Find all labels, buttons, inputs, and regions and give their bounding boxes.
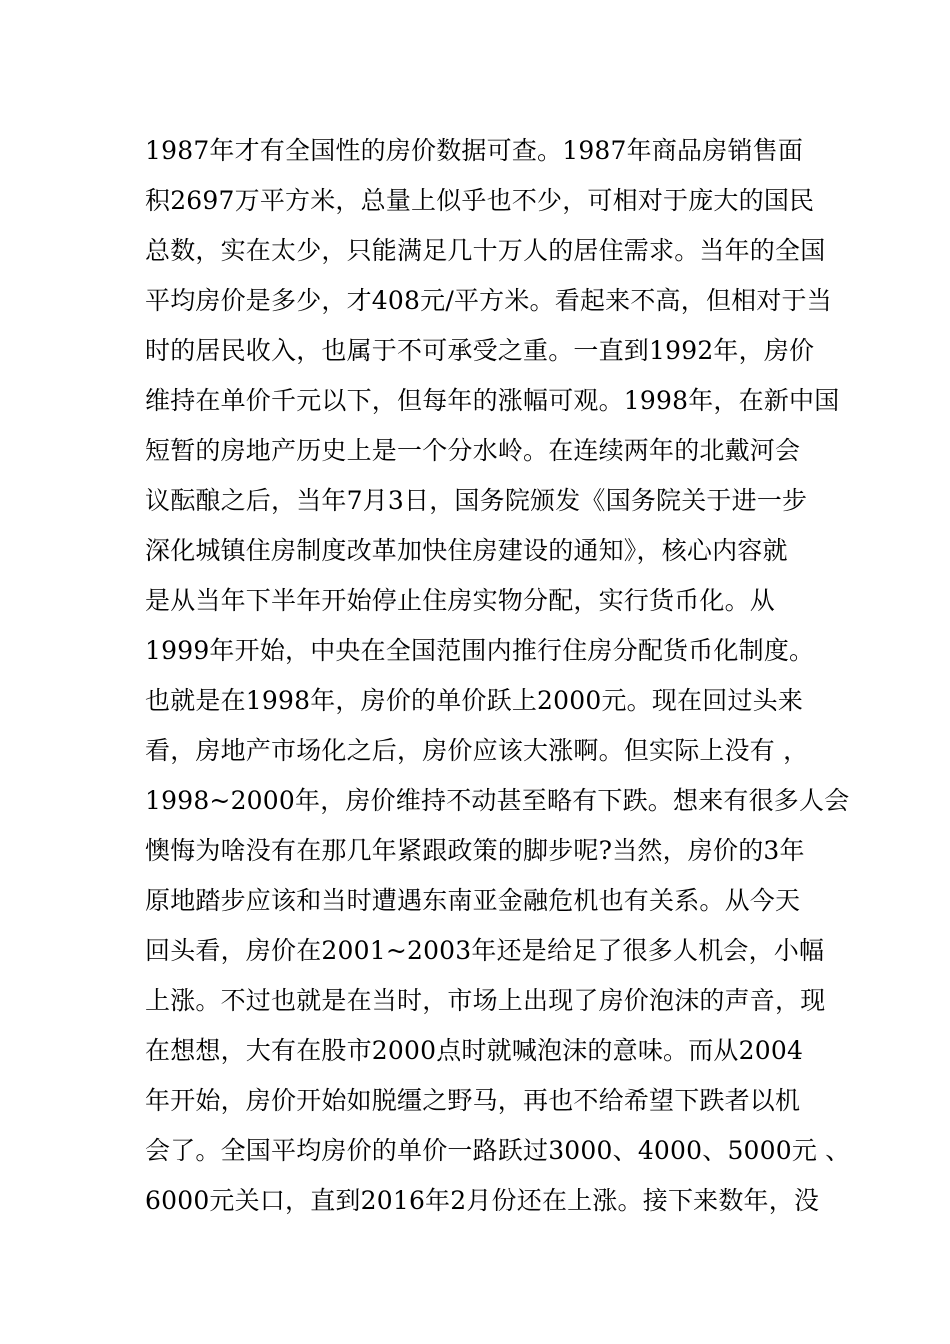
text-line: 议酝酿之后，当年7月3日，国务院颁发《国务院关于进一步	[145, 486, 808, 515]
text-line: 也就是在1998年，房价的单价跃上2000元。现在回过头来	[145, 686, 804, 715]
text-line: 1998~2000年，房价维持不动甚至略有下跌。想来有很多人会	[145, 786, 850, 815]
text-line: 总数，实在太少，只能满足几十万人的居住需求。当年的全国	[145, 236, 826, 265]
text-line: 回头看，房价在2001~2003年还是给足了很多人机会，小幅	[145, 936, 825, 965]
text-line: 平均房价是多少，才408元/平方米。看起来不高，但相对于当	[145, 286, 832, 315]
text-line: 1999年开始，中央在全国范围内推行住房分配货币化制度。	[145, 636, 815, 665]
text-line: 会了。全国平均房价的单价一路跃过3000、4000、5000元 、	[145, 1136, 851, 1165]
text-line: 原地踏步应该和当时遭遇东南亚金融危机也有关系。从今天	[145, 886, 801, 915]
text-line: 短暂的房地产历史上是一个分水岭。在连续两年的北戴河会	[145, 436, 801, 465]
text-line: 年开始，房价开始如脱缰之野马，再也不给希望下跌者以机	[145, 1086, 801, 1115]
text-line: 在想想，大有在股市2000点时就喊泡沫的意味。而从2004	[145, 1036, 804, 1065]
body-paragraph	[145, 126, 851, 1226]
text-line: 看，房地产市场化之后，房价应该大涨啊。但实际上没有 ，	[145, 736, 809, 765]
text-line: 是从当年下半年开始停止住房实物分配，实行货币化。从	[145, 586, 776, 615]
text-line: 懊悔为啥没有在那几年紧跟政策的脚步呢?当然，房价的3年	[145, 836, 805, 865]
text-line: 1987年才有全国性的房价数据可查。1987年商品房销售面	[145, 136, 804, 165]
text-line: 时的居民收入，也属于不可承受之重。一直到1992年，房价	[145, 336, 815, 365]
text-line: 上涨。不过也就是在当时，市场上出现了房价泡沫的声音，现	[145, 986, 826, 1015]
text-line: 深化城镇住房制度改革加快住房建设的通知》，核心内容就	[145, 536, 788, 565]
text-line: 维持在单价千元以下，但每年的涨幅可观。1998年，在新中国	[145, 386, 840, 415]
text-line: 6000元关口，直到2016年2月份还在上涨。接下来数年，没	[145, 1186, 820, 1215]
text-line: 积2697万平方米，总量上似乎也不少，可相对于庞大的国民	[145, 186, 815, 215]
